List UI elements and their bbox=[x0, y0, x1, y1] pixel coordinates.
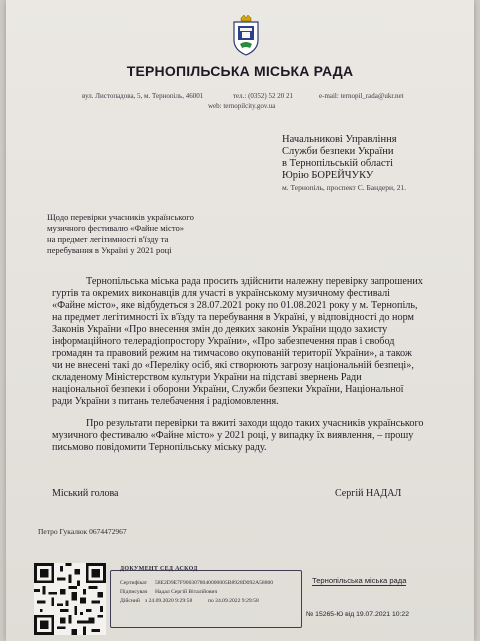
body-line: «Файне місто», яке відбудеться з 28.07.2021 року по 01.08.2021 року у м. Тернопіль, bbox=[52, 300, 418, 311]
recipient-line: в Тернопільській області bbox=[282, 158, 394, 169]
org-web: web: ternopilcity.gov.ua bbox=[208, 102, 276, 110]
body-line: Про результати перевірки та вжиті заходи щодо таких учасників українського bbox=[86, 418, 424, 429]
qr-code-icon bbox=[34, 563, 106, 635]
body-line: чи не внесені такі до «Переліку осіб, які створюють загрозу національній безпеці», bbox=[52, 360, 414, 371]
stamp-valid-label: Дійсний bbox=[120, 598, 140, 604]
body-line: Тернопільська міська рада просить здійснити належну перевірку запрошених bbox=[86, 276, 423, 287]
subject-line: музичного фестивалю «Файне місто» bbox=[47, 223, 185, 233]
body-line: музичного фестивалю «Файне місто» у 2021 році, у випадку їх виявлення, – прошу bbox=[52, 430, 414, 441]
body-line: національної безпеки і оборони України, Служби безпеки України, Національної bbox=[52, 384, 404, 395]
registration-number: № 15265-Ю від 19.07.2021 10:22 bbox=[306, 611, 409, 618]
stamp-valid-to: по 24.09.2022 9:29:58 bbox=[208, 598, 259, 604]
org-email: e-mail: ternopil_rada@ukr.net bbox=[319, 92, 404, 100]
body-line: складеному Міністерством культури України на підставі звернень Ради bbox=[52, 372, 362, 383]
executor-contact: Петро Гукалюк 0674472967 bbox=[38, 527, 127, 536]
subject-line: на предмет легітимності в'їзду та bbox=[47, 234, 169, 244]
subject-line: перебування в Україні у 2021 році bbox=[47, 245, 172, 255]
body-line: Законів України «Про внесення змін до деяких законів України щодо захисту bbox=[52, 324, 388, 335]
org-address: вул. Листопадова, 5, м. Тернопіль, 46001 bbox=[82, 92, 204, 100]
body-line: гуртів та окремих виконавців для участі в українському музичному фестивалі bbox=[52, 288, 390, 299]
registration-org: Тернопільська міська рада bbox=[312, 576, 407, 585]
recipient-name: Юрію БОРЕЙЧУКУ bbox=[282, 170, 374, 181]
body-line: інформаційного телерадіопростору України», «Про забезпечення прав і свобод bbox=[52, 336, 395, 347]
recipient-address: м. Тернопіль, проспект С. Бандери, 21. bbox=[282, 183, 407, 192]
signatory-name: Сергій НАДАЛ bbox=[335, 488, 402, 499]
org-phone: тел.: (0352) 52 20 21 bbox=[233, 92, 294, 100]
body-line: громадян та правовий режим на тимчасово окупованій території України», а також bbox=[52, 348, 412, 359]
body-line: ради України з питань телебачення і радіомовлення. bbox=[52, 396, 279, 407]
stamp-valid-from: з 24.09.2020 9:29:58 bbox=[145, 598, 193, 604]
city-coat-of-arms-icon bbox=[232, 14, 260, 56]
stamp-title: ДОКУМЕНТ СЕД АСКОД bbox=[120, 566, 198, 572]
stamp-signer-label: Підписувач bbox=[120, 589, 148, 595]
body-line: на предмет легітимності їх в'їзду та перебування в Україні, у відповідності до норм bbox=[52, 312, 414, 323]
recipient-line: Начальникові Управління bbox=[282, 134, 397, 145]
body-line: письмово повідомити Тернопільську міську раду. bbox=[52, 442, 267, 453]
signatory-position: Міський голова bbox=[52, 488, 119, 499]
recipient-line: Служби безпеки України bbox=[282, 146, 394, 157]
subject-line: Щодо перевірки учасників українського bbox=[47, 212, 194, 222]
stamp-certificate-value: 58E2D9E7F9003078040000005B8928D092A58800 bbox=[155, 580, 274, 586]
stamp-signer-value: Надал Сергій Віталійович bbox=[155, 589, 218, 595]
stamp-certificate-label: Сертифікат bbox=[120, 580, 148, 586]
org-title: ТЕРНОПІЛЬСЬКА МІСЬКА РАДА bbox=[126, 63, 354, 79]
